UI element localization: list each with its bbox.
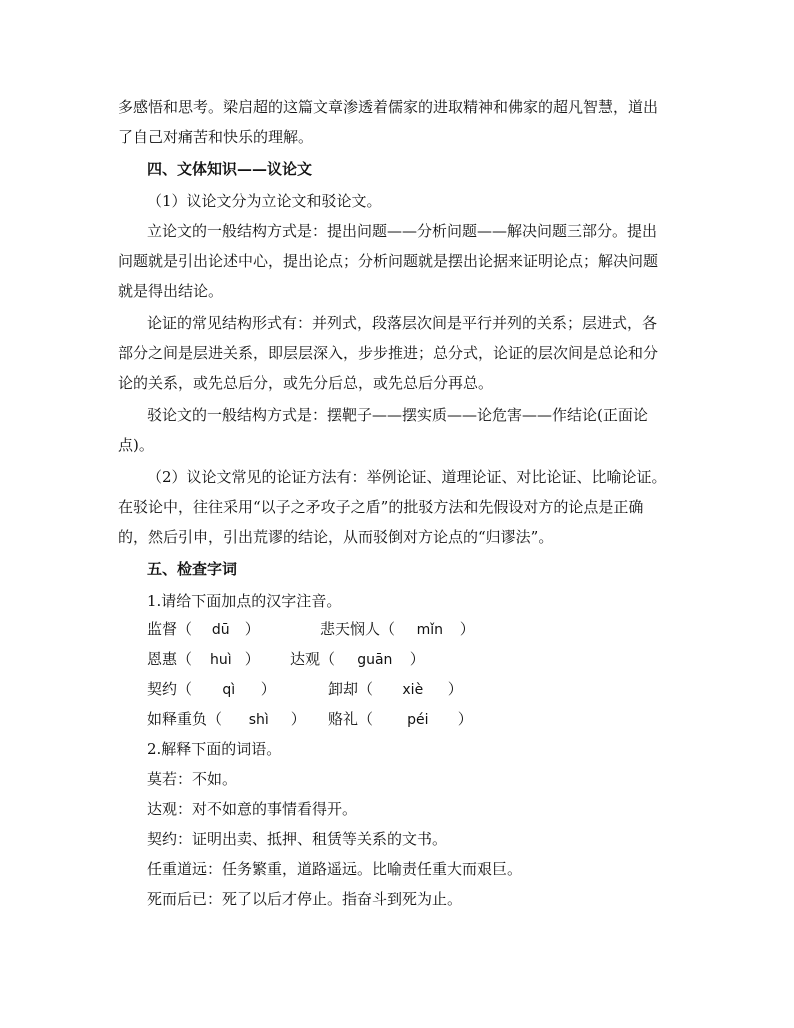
pinyin-item: 如释重负（ shì ） [147, 710, 306, 728]
section-4-heading: 四、文体知识——议论文 [147, 160, 313, 178]
intro-line-1: 多感悟和思考。梁启超的这篇文章渗透着儒家的进取精神和佛家的超凡智慧，道出 [118, 98, 659, 116]
pinyin-item: 恩惠（ huì ） [147, 650, 260, 668]
pinyin-word: 恩惠 [147, 650, 178, 668]
pinyin-answer: xiè [402, 682, 424, 698]
section-4-paragraph-3-line-2: 部分之间是层进关系，即层层深入，步步推进；总分式，论证的层次间是总论和分 [118, 344, 659, 362]
pinyin-word: 赂礼 [328, 710, 359, 728]
pinyin-item: 悲天悯人（ mǐn ） [320, 620, 475, 638]
section-4-paragraph-2-line-3: 就是得出结论。 [118, 282, 224, 300]
section-4-paragraph-4-line-2: 点)。 [118, 436, 154, 454]
section-4-paragraph-3-line-3: 论的关系，或先总后分，或先分后总，或先总后分再总。 [118, 374, 494, 392]
pinyin-answer: guān [357, 652, 393, 668]
pinyin-word: 悲天悯人 [320, 620, 381, 638]
intro-line-2: 了自己对痛苦和快乐的理解。 [118, 128, 314, 146]
definition-item: 死而后已：死了以后才停止。指奋斗到死为止。 [147, 890, 463, 908]
definition-item: 契约：证明出卖、抵押、租赁等关系的文书。 [147, 830, 448, 848]
pinyin-word: 卸却 [328, 680, 359, 698]
pinyin-answer: mǐn [416, 622, 443, 638]
pinyin-answer: shì [248, 712, 269, 728]
definition-item: 莫若：不如。 [147, 770, 238, 788]
pinyin-answer: qì [222, 682, 236, 698]
pinyin-word: 达观 [290, 650, 321, 668]
pinyin-item: 监督（ dū ） [147, 620, 260, 638]
pinyin-answer: péi [407, 712, 429, 728]
definition-item: 达观：对不如意的事情看得开。 [147, 800, 358, 818]
pinyin-answer: dū [211, 622, 230, 638]
pinyin-item: 达观（ guān ） [290, 650, 425, 668]
question-1: 1.请给下面加点的汉字注音。 [147, 592, 342, 610]
section-5-heading: 五、检查字词 [147, 560, 238, 578]
section-4-paragraph-5-line-3: 的，然后引申，引出荒谬的结论，从而驳倒对方论点的“归谬法”。 [118, 528, 554, 546]
section-4-paragraph-4-line-1: 驳论文的一般结构方式是：摆靶子——摆实质——论危害——作结论(正面论 [147, 406, 648, 424]
section-4-paragraph-5-line-2: 在驳论中，往往采用“以子之矛攻子之盾”的批驳方法和先假设对方的论点是正确 [118, 498, 644, 516]
pinyin-answer: huì [209, 652, 232, 668]
section-4-paragraph-3-line-1: 论证的常见结构形式有：并列式，段落层次间是平行并列的关系；层进式，各 [147, 314, 658, 332]
pinyin-word: 如释重负 [147, 710, 208, 728]
pinyin-word: 监督 [147, 620, 178, 638]
section-4-paragraph-1: （1）议论文分为立论文和驳论文。 [147, 192, 382, 210]
section-4-paragraph-5-line-1: （2）议论文常见的论证方法有：举例论证、道理论证、对比论证、比喻论证。 [147, 468, 667, 486]
section-4-paragraph-2-line-2: 问题就是引出论述中心，提出论点；分析问题就是摆出论据来证明论点；解决问题 [118, 252, 659, 270]
pinyin-item: 契约（ qì ） [147, 680, 276, 698]
pinyin-item: 卸却（ xiè ） [328, 680, 463, 698]
pinyin-word: 契约 [147, 680, 178, 698]
pinyin-item: 赂礼（ péi ） [328, 710, 473, 728]
definition-item: 任重道远：任务繁重，道路遥远。比喻责任重大而艰巨。 [147, 860, 523, 878]
question-2: 2.解释下面的词语。 [147, 740, 282, 758]
section-4-paragraph-2-line-1: 立论文的一般结构方式是：提出问题——分析问题——解决问题三部分。提出 [147, 222, 658, 240]
